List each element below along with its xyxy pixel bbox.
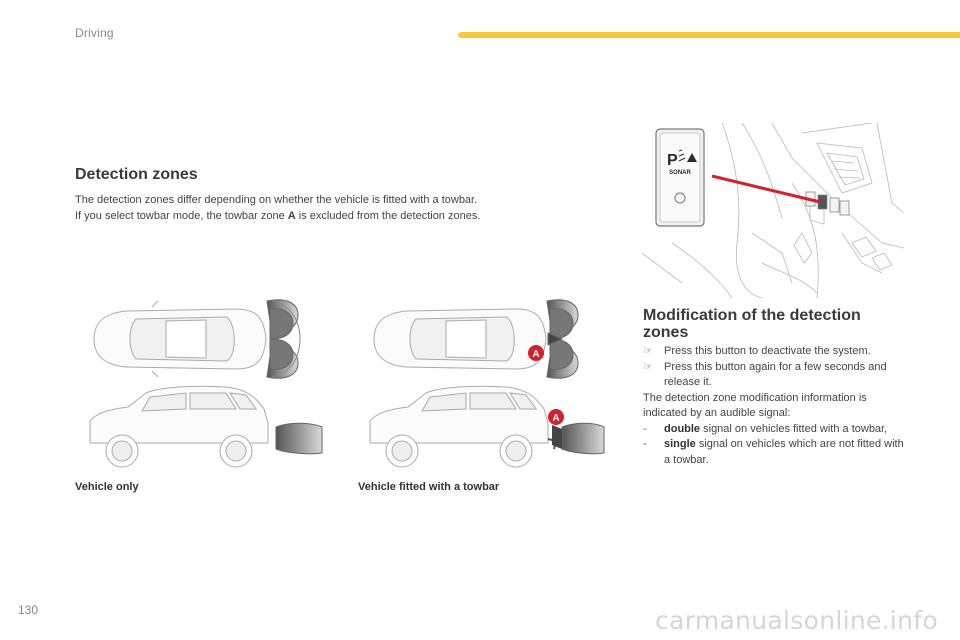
zone-a-marker-side: A <box>552 413 560 424</box>
modification-heading: Modification of the detection zones <box>643 307 861 341</box>
option-double: - double signal on vehicles fitted with a towbar, <box>643 422 888 435</box>
pointing-hand-icon: ☞ <box>643 360 653 373</box>
chapter-accent-bar <box>458 32 960 38</box>
chapter-title: Driving <box>75 26 114 40</box>
page-number: 130 <box>18 603 39 617</box>
watermark: carmanualsonline.info <box>655 606 938 635</box>
vehicle-with-towbar-illustration <box>366 293 610 475</box>
zone-a-label: A <box>287 210 296 222</box>
detection-paragraph-2: If you select towbar mode, the towbar zone A is excluded from the detection zones. <box>75 210 481 222</box>
modification-text <box>643 344 908 468</box>
dashboard-sonar-button-illustration <box>642 123 904 298</box>
option-single: - single signal on vehicles which are not fitted with a towbar. <box>643 438 904 466</box>
svg-text:P: P <box>667 152 678 169</box>
step-2: ☞ Press this button again for a few seconds and release it. <box>643 360 908 391</box>
vehicle-only-illustration <box>86 293 330 475</box>
zone-a-marker-top: A <box>532 349 540 360</box>
sonar-label: SONAR <box>669 170 691 176</box>
pointing-hand-icon: ☞ <box>643 345 653 357</box>
caption-vehicle-only: Vehicle only <box>75 481 139 493</box>
detection-zones-text <box>75 192 595 224</box>
step-1: ☞ Press this button to deactivate the system. <box>643 344 908 360</box>
detection-paragraph-1: The detection zones differ depending on whether the vehicle is fitted with a towbar. <box>75 194 478 206</box>
caption-vehicle-with-towbar: Vehicle fitted with a towbar <box>358 481 500 493</box>
detection-zones-heading: Detection zones <box>75 166 198 183</box>
signal-info: The detection zone modification information is indicated by an audible signal: <box>643 391 867 419</box>
